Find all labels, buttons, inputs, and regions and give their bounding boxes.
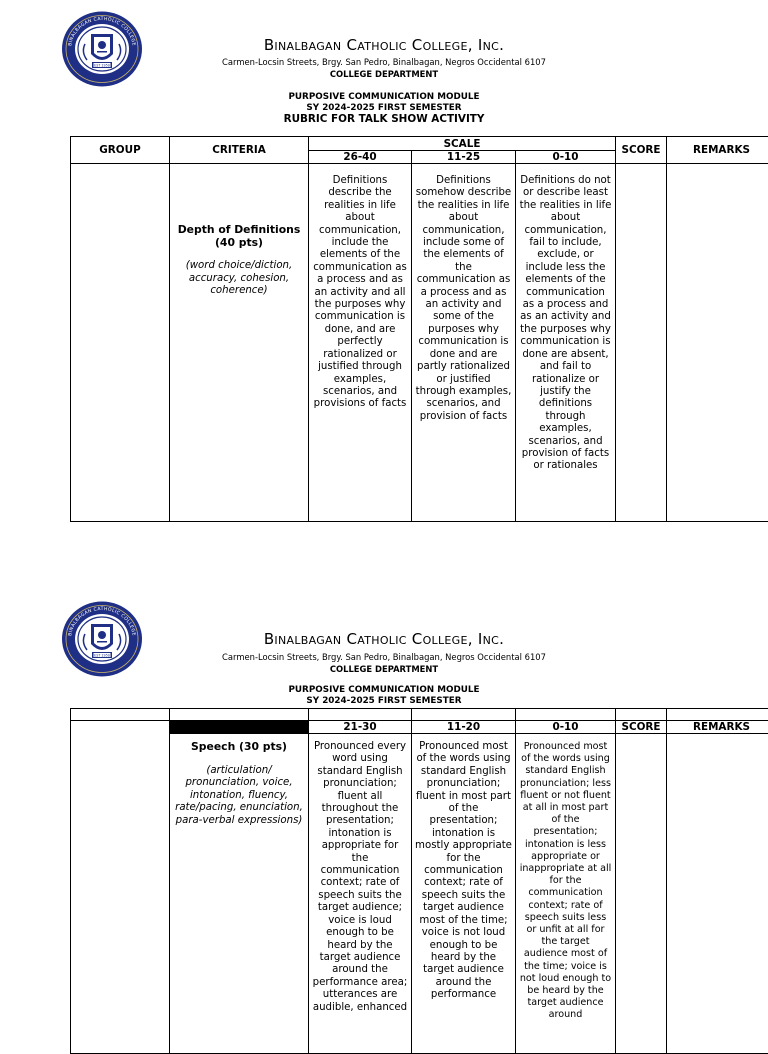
group-cell: [71, 721, 170, 1054]
scale-range-low: 0-10: [516, 721, 616, 734]
criterion-cell: [170, 734, 309, 1054]
scale-range-high: 21-30: [309, 721, 412, 734]
svg-text:BINALBAGAN CATHOLIC COLLEGE: BINALBAGAN CATHOLIC COLLEGE: [67, 16, 137, 46]
document-page-2: [0, 596, 768, 1024]
scale-range-mid: 11-20: [412, 721, 516, 734]
group-cell: [71, 164, 170, 522]
scale-range-low: 0-10: [516, 151, 616, 164]
criterion-name: Speech (30 pts): [170, 741, 308, 754]
criterion-description: (articulation/ pronunciation, voice, intonation, fluency, rate/pacing, enunciation, para-verbal expressions): [170, 765, 308, 828]
college-name: Binalbagan Catholic College, Inc.: [0, 36, 768, 54]
score-cell: [616, 734, 667, 1054]
college-address: Carmen-Locsin Streets, Brgy. San Pedro, Binalbagan, Negros Occidental 6107: [0, 652, 768, 662]
top-spacer-cell: [71, 709, 170, 721]
svg-text:EST 1950: EST 1950: [94, 63, 110, 67]
top-spacer-cell: [412, 709, 516, 721]
descriptor-high: Definitions describe the realities in life about communication, include the elements of the communication as a process and as an activity and all the purposes why communication is done, and are perfectly rationalized or justified through examples, scenarios, and provisions of facts: [309, 164, 412, 522]
descriptor-mid: Pronounced most of the words using standard English pronunciation; fluent in most part of the presentation; intonation is mostly appropriate for the communication context; rate of speech suits the target audience most of the time; voice is not loud enough to be heard by the target audience around the performance: [412, 734, 516, 1054]
module-title: PURPOSIVE COMMUNICATION MODULE: [0, 685, 768, 695]
top-spacer-cell: [309, 709, 412, 721]
score-cell: [616, 164, 667, 522]
department-label: COLLEGE DEPARTMENT: [0, 69, 768, 79]
department-label: COLLEGE DEPARTMENT: [0, 664, 768, 674]
top-spacer-cell: [170, 709, 309, 721]
scale-range-high: 26-40: [309, 151, 412, 164]
college-address: Carmen-Locsin Streets, Brgy. San Pedro, Binalbagan, Negros Occidental 6107: [0, 57, 768, 67]
descriptor-low: Definitions do not or describe least the realities in life about communication, fail to include, exclude, or include less the elements of the communication as a process and as an activity and the purposes why communication is done are absent, and fail to rationalize or justify the definitions through examples, scenarios, and provision of facts or rationales: [516, 164, 616, 522]
semester-label: SY 2024-2025 FIRST SEMESTER: [0, 103, 768, 113]
remarks-header: REMARKS: [667, 137, 768, 164]
scale-header: SCALE: [309, 137, 616, 151]
rubric-table: [70, 136, 768, 522]
criteria-header-bar: [170, 721, 309, 734]
score-header: SCORE: [616, 721, 667, 734]
college-name: Binalbagan Catholic College, Inc.: [0, 630, 768, 648]
descriptor-high: Pronounced every word using standard English pronunciation; fluent all throughout the presentation; intonation is appropriate for the communication context; rate of speech suits the target audience; voice is loud enough to be heard by the target audience around the performance area; utterances are audible, enhanced: [309, 734, 412, 1054]
criterion-name: Depth of Definitions (40 pts): [170, 224, 308, 249]
group-header: GROUP: [71, 137, 170, 164]
top-spacer-cell: [667, 709, 768, 721]
remarks-cell: [667, 734, 768, 1054]
top-spacer-cell: [616, 709, 667, 721]
module-title: PURPOSIVE COMMUNICATION MODULE: [0, 92, 768, 102]
rubric-table: [70, 708, 768, 1054]
semester-label: SY 2024-2025 FIRST SEMESTER: [0, 696, 768, 706]
criteria-header: CRITERIA: [170, 137, 309, 164]
remarks-header: REMARKS: [667, 721, 768, 734]
descriptor-low: Pronounced most of the words using standard English pronunciation; less fluent or not fluent at all in most part of the presentation; intonation is less appropriate or inappropriate at all for the communication context; rate of speech suits less or unfit at all for the target audience most of the time; voice is not loud enough to be heard by the target audience around: [516, 734, 616, 1054]
score-header: SCORE: [616, 137, 667, 164]
descriptor-mid: Definitions somehow describe the realities in life about communication, include some of the elements of the communication as a process and as an activity and some of the purposes why communication is done and are partly rationalized or justified through examples, scenarios, and provision of facts: [412, 164, 516, 522]
svg-text:EST 1950: EST 1950: [94, 653, 110, 657]
top-spacer-cell: [516, 709, 616, 721]
rubric-title: RUBRIC FOR TALK SHOW ACTIVITY: [0, 113, 768, 125]
criterion-cell: [170, 164, 309, 522]
svg-text:BINALBAGAN CATHOLIC COLLEGE: BINALBAGAN CATHOLIC COLLEGE: [67, 606, 137, 636]
criterion-description: (word choice/diction, accuracy, cohesion, coherence): [170, 260, 308, 298]
scale-range-mid: 11-25: [412, 151, 516, 164]
remarks-cell: [667, 164, 768, 522]
